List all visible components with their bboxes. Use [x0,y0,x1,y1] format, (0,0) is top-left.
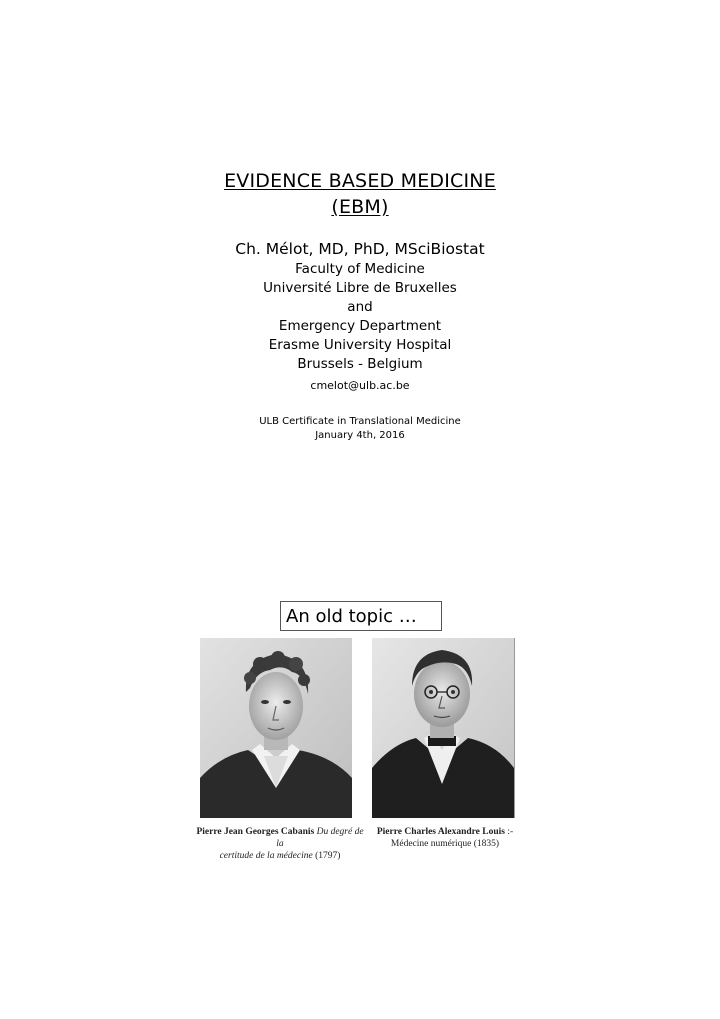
portrait-louis-image [372,638,514,818]
slide-topic-label: An old topic … [280,601,442,631]
author-email: cmelot@ulb.ac.be [310,379,410,392]
event-name: ULB Certificate in Translational Medicine [259,416,461,427]
portrait-year: (1797) [315,851,341,861]
portrait-separator: :- [507,827,514,837]
portrait-work: Médecine numérique [390,839,472,849]
title-block [0,168,720,220]
portrait-work: Du degré de la [276,827,364,849]
portrait-year: (1835) [473,839,500,849]
affiliation-line: and [347,299,373,315]
portrait-work: certitude de la médecine [219,851,313,861]
portrait-name: Pierre Charles Alexandre Louis [376,827,505,837]
affiliation-line: Faculty of Medicine [295,261,425,277]
author-block [0,238,720,374]
author-name: Ch. Mélot, MD, PhD, MSciBiostat [235,240,485,258]
affiliation-line: Erasme University Hospital [268,337,452,353]
portrait-louis-caption [370,826,520,850]
event-block [0,415,720,443]
slide-border-line [514,638,515,818]
portrait-name: Pierre Jean Georges Cabanis [196,827,315,837]
affiliation-line: Emergency Department [278,318,442,334]
document-title: EVIDENCE BASED MEDICINE [224,170,496,192]
document-title-abbreviation: (EBM) [331,196,389,218]
slide-thumbnail [194,592,520,862]
portrait-cabanis-image [200,638,352,818]
portrait-cabanis-caption [194,826,366,862]
affiliation-line: Université Libre de Bruxelles [263,280,457,296]
event-date: January 4th, 2016 [315,430,405,441]
affiliation-line: Brussels - Belgium [297,356,423,372]
